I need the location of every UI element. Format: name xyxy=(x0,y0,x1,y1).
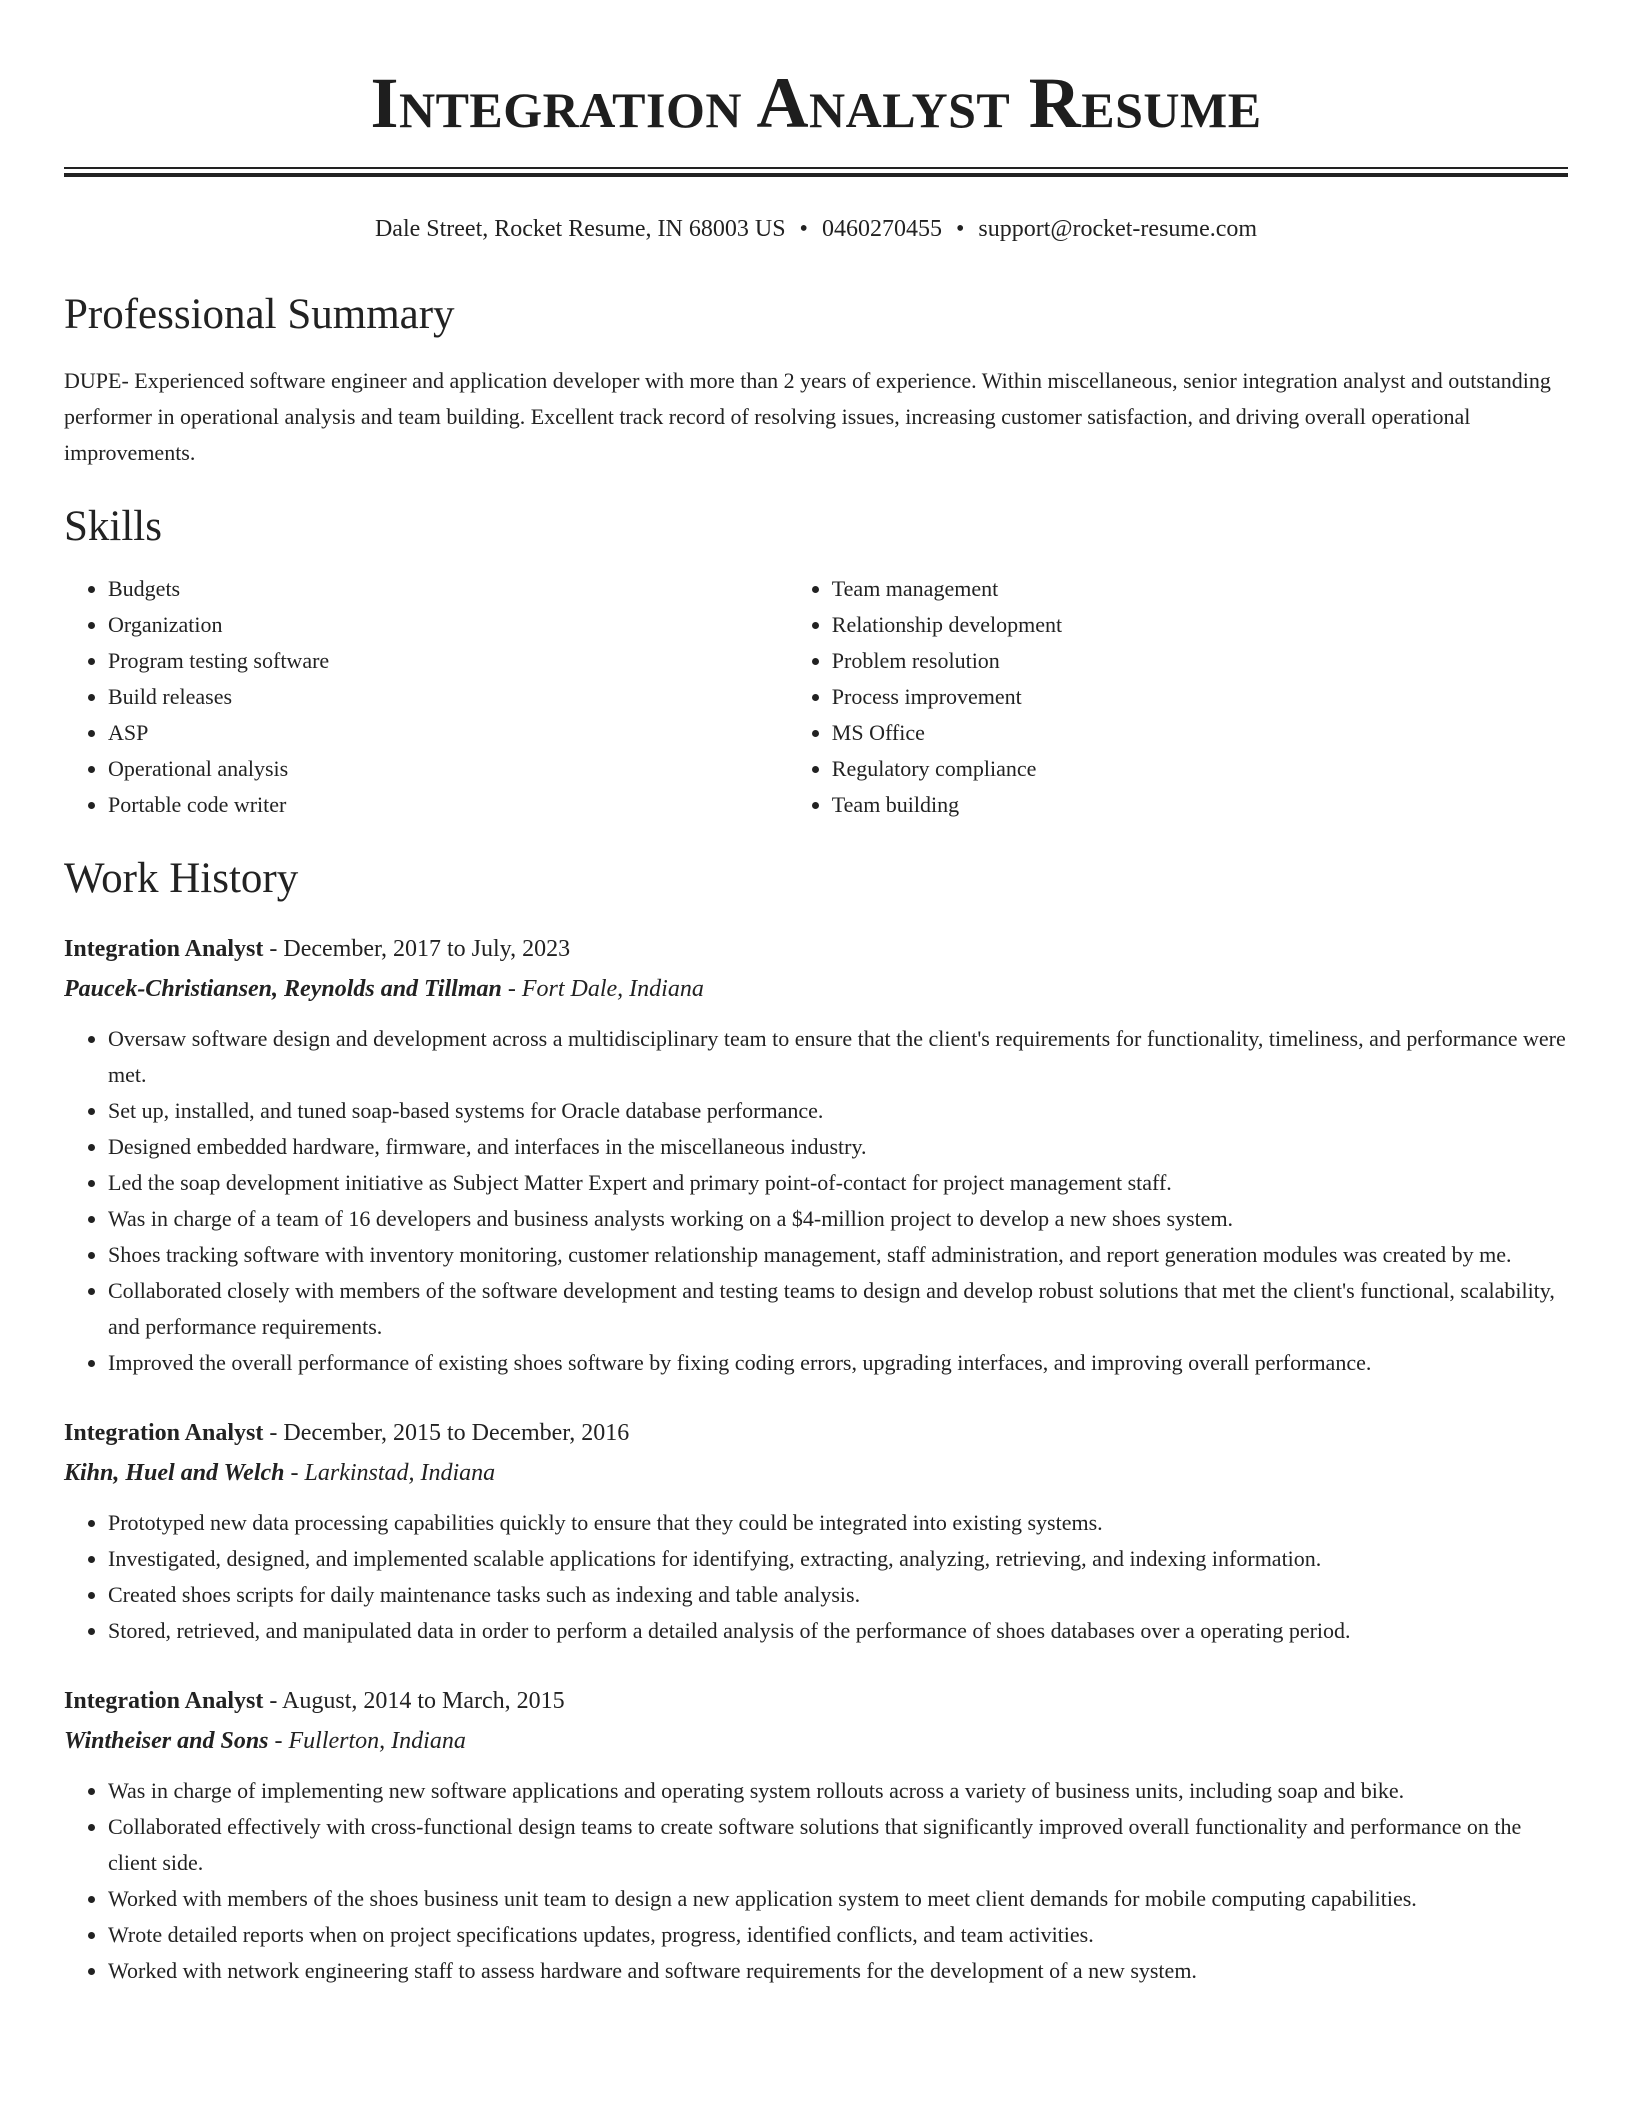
skill-item: • Process improvement xyxy=(832,679,1568,715)
job-dash: - xyxy=(263,936,284,962)
skill-item: • MS Office xyxy=(832,715,1568,751)
job-dash: - xyxy=(263,1420,284,1446)
job-bullet: • Shoes tracking software with inventory monitoring, customer relationship management, staff administration, and report generation modules was created by me. xyxy=(108,1237,1568,1273)
job-bullet: • Collaborated effectively with cross-functional design teams to create software solutions that significantly improved overall functionality and performance on the client side. xyxy=(108,1809,1568,1881)
job-bullet: • Was in charge of a team of 16 developers and business analysts working on a $4-million project to develop a new shoes system. xyxy=(108,1201,1568,1237)
job-bullet: • Collaborated closely with members of the software development and testing teams to design and develop robust solutions that met the client's functional, scalability, and performance requirements. xyxy=(108,1273,1568,1345)
job-bullet: • Was in charge of implementing new software applications and operating system rollouts across a variety of business units, including soap and bike. xyxy=(108,1773,1568,1809)
job-company-line xyxy=(64,969,1568,1009)
skill-item: • Portable code writer xyxy=(108,787,788,823)
skill-item: • Team management xyxy=(832,571,1568,607)
job-location: Fort Dale, Indiana xyxy=(521,976,704,1002)
job-title-line xyxy=(64,1681,1568,1721)
job-entry xyxy=(64,929,1568,1381)
job-dash: - xyxy=(501,976,522,1002)
skill-item: • Program testing software xyxy=(108,643,788,679)
job-bullets xyxy=(64,1773,1568,1989)
job-bullet: • Designed embedded hardware, firmware, and interfaces in the miscellaneous industry. xyxy=(108,1129,1568,1165)
job-bullet: • Oversaw software design and development across a multidisciplinary team to ensure that the client's requirements for functionality, timeliness, and performance were met. xyxy=(108,1021,1568,1093)
job-bullet: • Created shoes scripts for daily maintenance tasks such as indexing and table analysis. xyxy=(108,1577,1568,1613)
skills-list xyxy=(64,571,1568,823)
job-title-line xyxy=(64,1413,1568,1453)
job-company-line xyxy=(64,1453,1568,1493)
job-location: Fullerton, Indiana xyxy=(288,1728,466,1754)
summary-text: DUPE- Experienced software engineer and application developer with more than 2 years of experience. Within miscellaneous, senior integration analyst and outstanding performer in operational analysis and team building. Excellent track record of resolving issues, increasing customer satisfaction, and driving overall operational improvements. xyxy=(64,368,1551,465)
job-dash: - xyxy=(263,1688,283,1714)
job-dates: December, 2017 to July, 2023 xyxy=(283,936,571,962)
job-role: Integration Analyst xyxy=(64,1688,264,1714)
contact-email: support@rocket-resume.com xyxy=(978,216,1258,242)
skills-column-left xyxy=(64,571,788,823)
job-dates: August, 2014 to March, 2015 xyxy=(282,1688,565,1714)
job-entry xyxy=(64,1413,1568,1649)
job-title-line xyxy=(64,929,1568,969)
job-entry xyxy=(64,1681,1568,1989)
job-bullet: • Wrote detailed reports when on project specifications updates, progress, identified conflicts, and team activities. xyxy=(108,1917,1568,1953)
job-bullet: • Set up, installed, and tuned soap-based systems for Oracle database performance. xyxy=(108,1093,1568,1129)
work-history-heading: Work History xyxy=(64,855,299,902)
job-role: Integration Analyst xyxy=(64,936,264,962)
job-bullet: • Improved the overall performance of existing shoes software by fixing coding errors, upgrading interfaces, and improving overall performance. xyxy=(108,1345,1568,1381)
job-bullet: • Stored, retrieved, and manipulated data in order to perform a detailed analysis of the performance of shoes databases over a operating period. xyxy=(108,1613,1568,1649)
job-company: Wintheiser and Sons xyxy=(64,1728,269,1754)
skill-item: • Build releases xyxy=(108,679,788,715)
skill-item: • ASP xyxy=(108,715,788,751)
contact-separator: • xyxy=(955,216,965,242)
job-dates: December, 2015 to December, 2016 xyxy=(283,1420,630,1446)
job-bullets xyxy=(64,1021,1568,1381)
skill-item: • Budgets xyxy=(108,571,788,607)
job-bullet: • Prototyped new data processing capabilities quickly to ensure that they could be integrated into existing systems. xyxy=(108,1505,1568,1541)
job-bullet: • Investigated, designed, and implemented scalable applications for identifying, extracting, analyzing, retrieving, and indexing information. xyxy=(108,1541,1568,1577)
skill-item: • Operational analysis xyxy=(108,751,788,787)
job-bullet: • Led the soap development initiative as Subject Matter Expert and primary point-of-contact for project management staff. xyxy=(108,1165,1568,1201)
contact-phone: 0460270455 xyxy=(821,216,942,242)
job-bullet: • Worked with network engineering staff to assess hardware and software requirements for the development of a new system. xyxy=(108,1953,1568,1989)
contact-address: Dale Street, Rocket Resume, IN 68003 US xyxy=(374,216,786,242)
job-location: Larkinstad, Indiana xyxy=(304,1460,496,1486)
job-role: Integration Analyst xyxy=(64,1420,264,1446)
job-dash: - xyxy=(284,1460,305,1486)
skill-item: • Team building xyxy=(832,787,1568,823)
job-bullets xyxy=(64,1505,1568,1649)
contact-separator: • xyxy=(799,216,808,242)
job-company: Kihn, Huel and Welch xyxy=(64,1460,285,1486)
job-bullet: • Worked with members of the shoes business unit team to design a new application system to meet client demands for mobile computing capabilities. xyxy=(108,1881,1568,1917)
job-company-line xyxy=(64,1721,1568,1761)
skill-item: • Relationship development xyxy=(832,607,1568,643)
summary-heading: Professional Summary xyxy=(64,291,455,338)
job-dash: - xyxy=(268,1728,289,1754)
skills-column-right xyxy=(788,571,1568,823)
skill-item: • Regulatory compliance xyxy=(832,751,1568,787)
skill-item: • Organization xyxy=(108,607,788,643)
skill-item: • Problem resolution xyxy=(832,643,1568,679)
title-divider xyxy=(64,167,1568,177)
contact-line xyxy=(64,213,1568,245)
job-company: Paucek-Christiansen, Reynolds and Tillman xyxy=(64,976,502,1002)
resume-title: Integration Analyst Resume xyxy=(370,63,1262,143)
skills-heading: Skills xyxy=(64,503,162,550)
